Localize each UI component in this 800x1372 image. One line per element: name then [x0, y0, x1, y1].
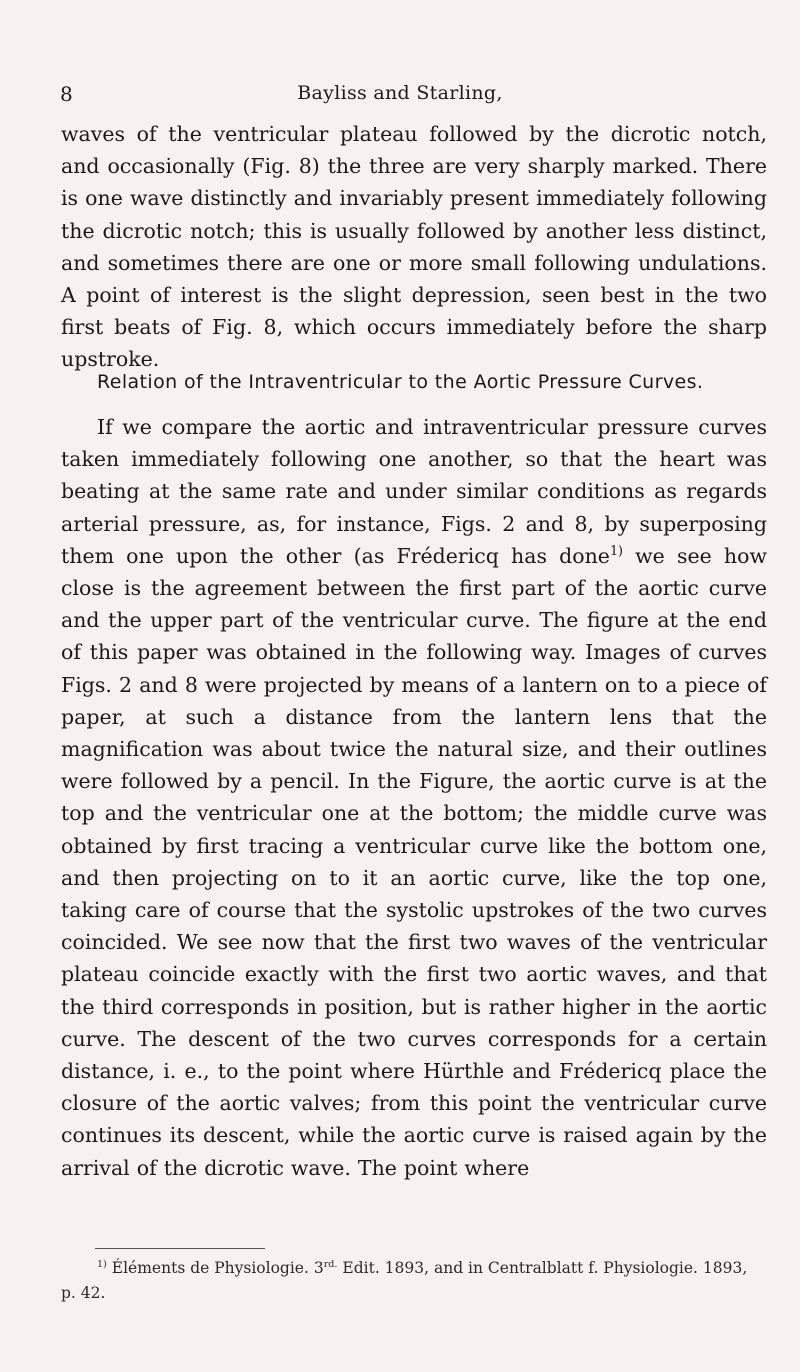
footnote-reference[interactable]: 1)	[609, 542, 623, 558]
footnote-mark: 1)	[97, 1258, 107, 1270]
footnote-edition-sup: rd.	[323, 1258, 338, 1270]
running-head: Bayliss and Starling,	[297, 82, 503, 104]
section-heading: Relation of the Intraventricular to the Aortic Pressure Curves.	[97, 371, 704, 393]
page-number: 8	[60, 82, 73, 106]
footnote-divider	[95, 1248, 265, 1249]
footnote-text-start: Éléments de Physiologie. 3	[106, 1259, 324, 1277]
footnote	[61, 1256, 767, 1306]
paragraph-text-end: we see how close is the agreement between the first part of the aortic curve and the upper part of the ventricular curve. The figure at the end of this paper was obtained in the following way. Images of curves Figs. 2 and 8 were projected by means of a lantern on to a piece of paper, at such a distance from the lantern lens that the magnification was about twice the natural size, and their outlines were followed by a pencil. In the Figure, the aortic curve is at the top and the ventricular one at the bottom; the middle curve was obtained by first tracing a ventricular curve like the bottom one, and then projecting on to it an aortic curve, like the top one, taking care of course that the systolic upstrokes of the two curves coincided. We see now that the first two waves of the ventricular plateau coincide exactly with the first two aortic waves, and that the third corresponds in position, but is rather higher in the aortic curve. The descent of the two curves corresponds for a certain distance, i. e., to the point where Hürthle and Frédericq place the closure of the aortic valves; from this point the ventricular curve continues its descent, while the aortic curve is raised again by the arrival of the dicrotic wave. The point where	[61, 543, 767, 1180]
paragraph-continuation: waves of the ventricular plateau followed by the dicrotic notch, and occasionally (Fig. 8) the three are very sharply marked. There is one wave distinctly and invariably present immediately following the dicrotic notch; this is usually followed by another less distinct, and sometimes there are one or more small following undulations. A point of interest is the slight depression, seen best in the two first beats of Fig. 8, which occurs immediately before the sharp upstroke.	[61, 122, 767, 372]
paragraph-text-start: If we compare the aortic and intraventricular pressure curves taken immediately following one another, so that the heart was beating at the same rate and under similar conditions as regards arterial pressure, as, for instance, Figs. 2 and 8, by superposing them one upon the other (as Frédericq has done	[61, 415, 767, 568]
paragraph-comparison	[61, 411, 767, 1184]
footnote-text-end: Edit. 1893, and in Centralblatt f. Physiologie. 1893, p. 42.	[61, 1259, 748, 1302]
